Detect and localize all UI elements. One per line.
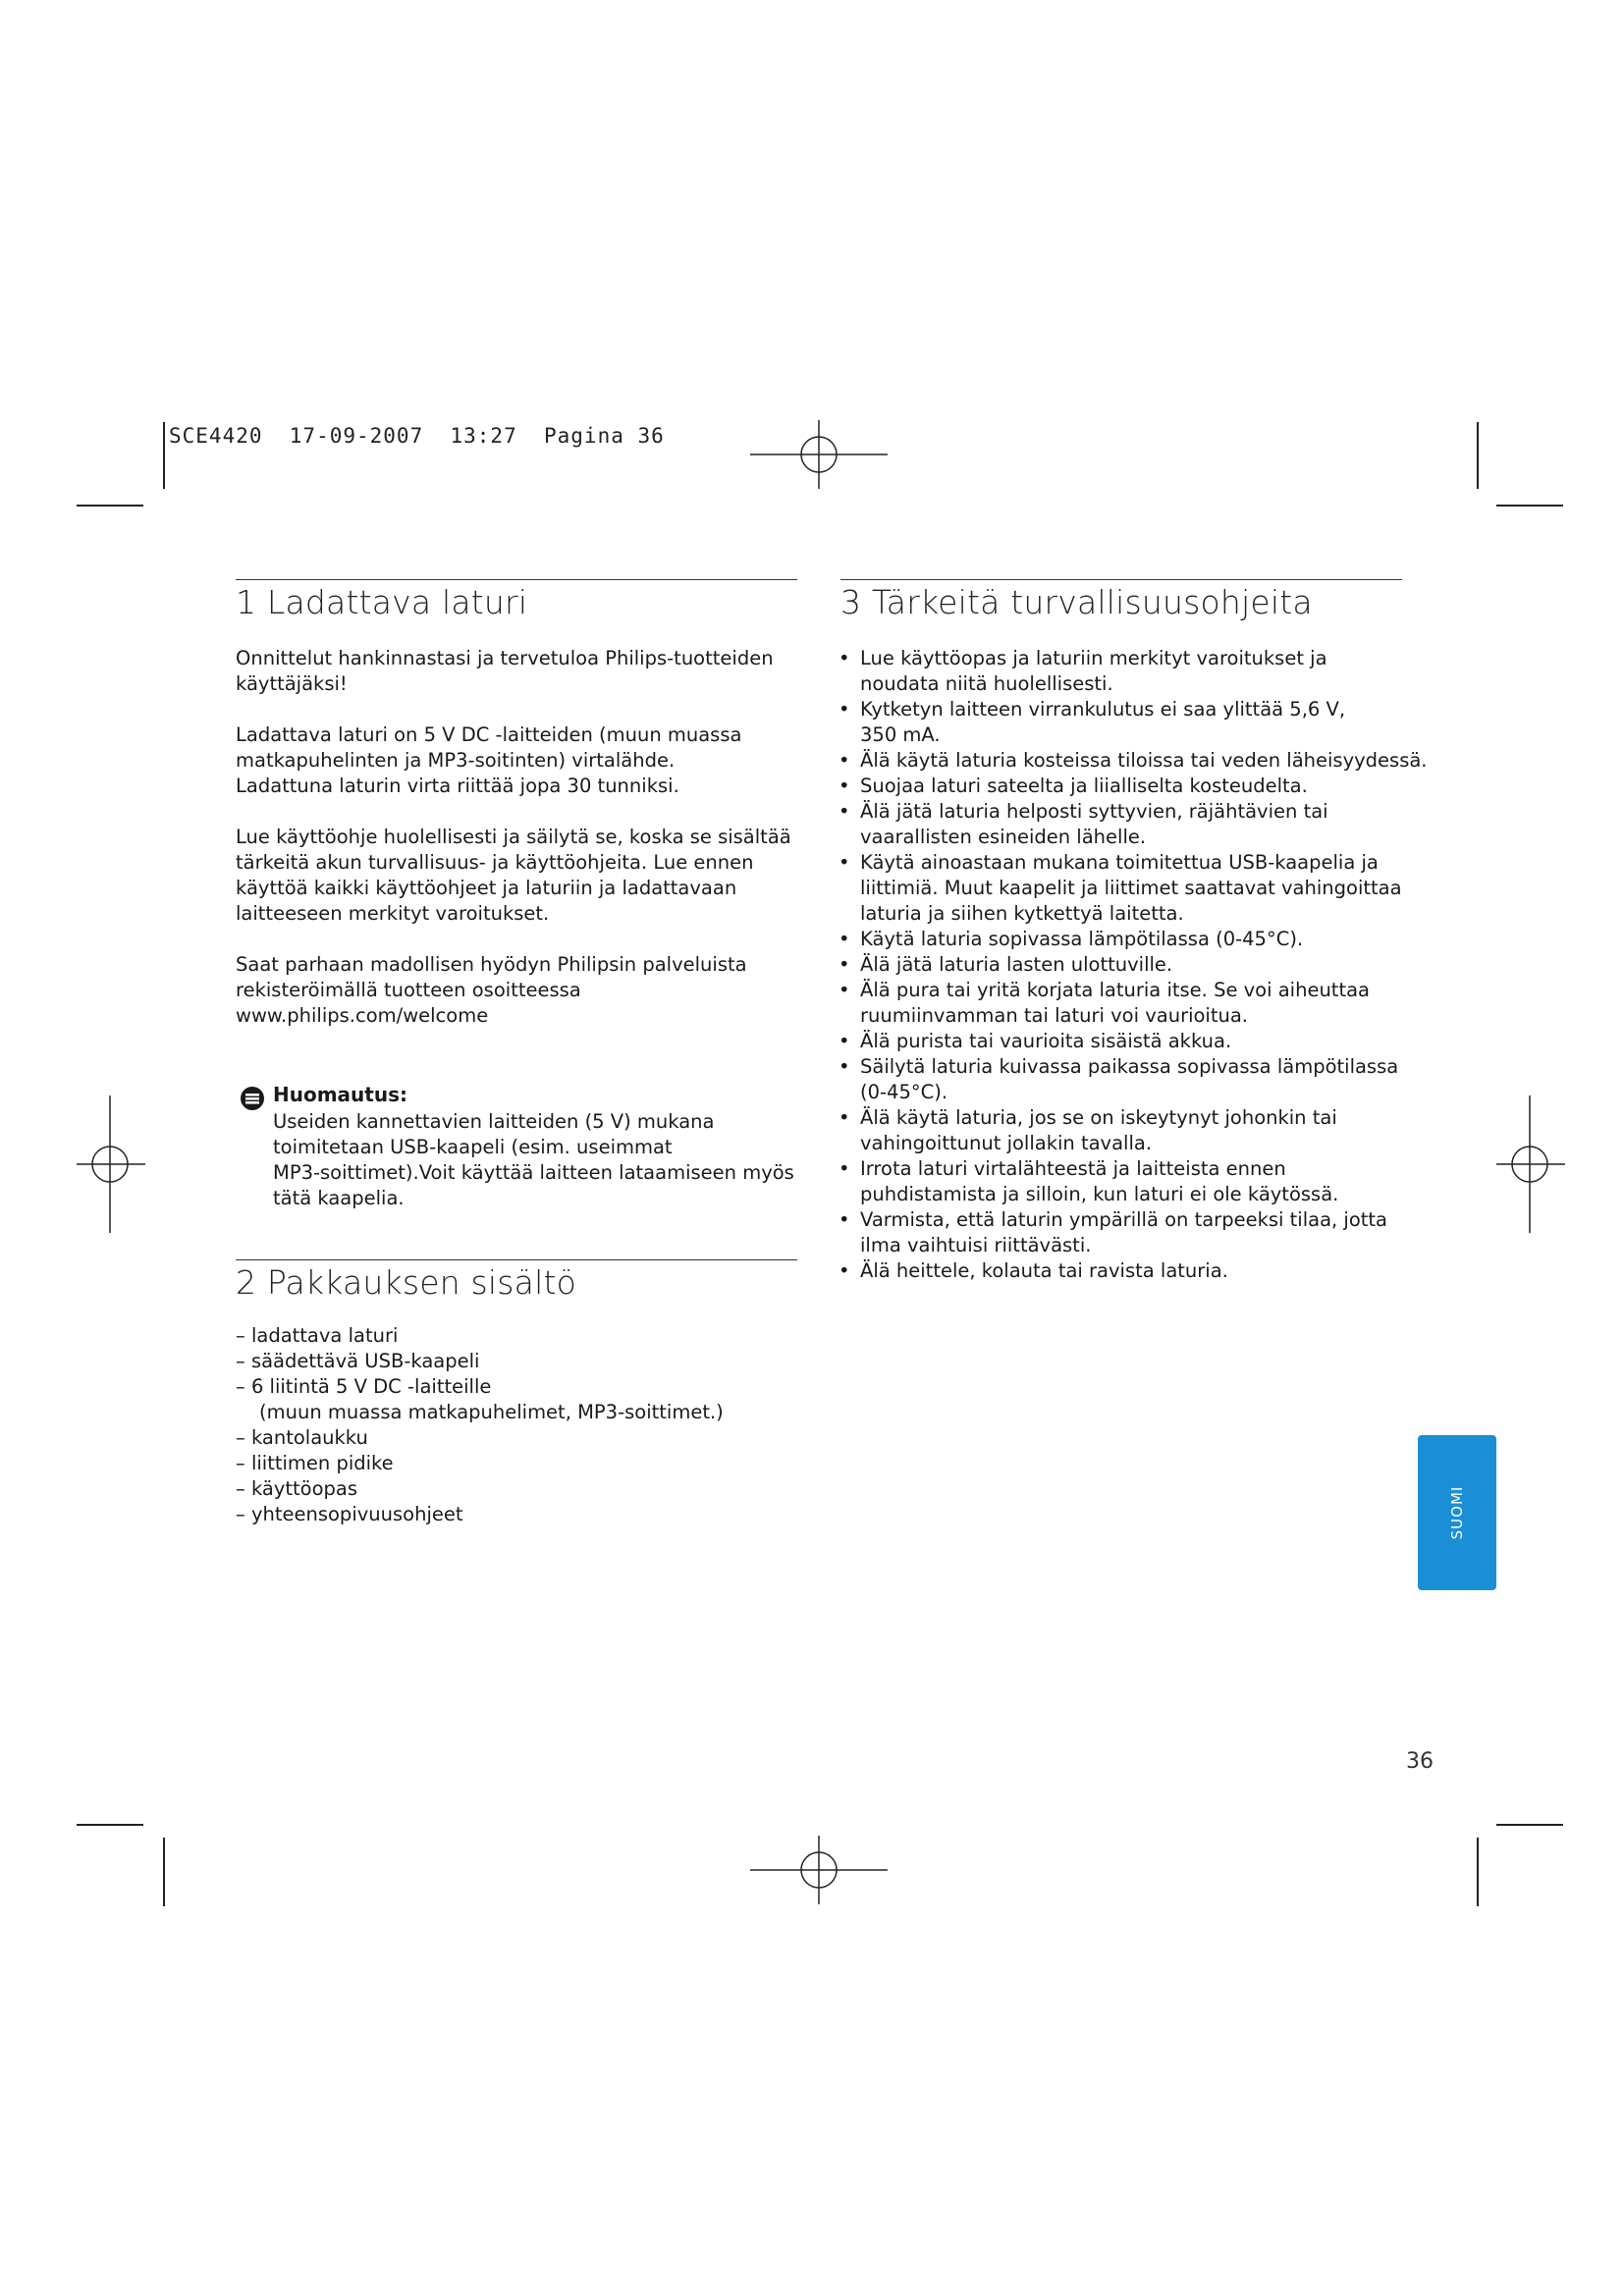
language-tab-label: SUOMI bbox=[1448, 1485, 1466, 1540]
bullet-icon: • bbox=[839, 800, 850, 823]
safety-item bbox=[839, 1054, 1428, 1105]
section1-title: 1 Ladattava laturi bbox=[236, 583, 528, 621]
list-item: – ladattava laturi bbox=[236, 1324, 399, 1347]
list-item: – yhteensopivuusohjeet bbox=[236, 1503, 463, 1525]
safety-item bbox=[839, 748, 1428, 774]
safety-item-line: Suojaa laturi sateelta ja liialliselta kosteudelta. bbox=[860, 774, 1308, 797]
list-item: – kantolaukku bbox=[236, 1426, 368, 1449]
section1-description: Ladattava laturi on 5 V DC -laitteiden (muun muassa matkapuhelinten ja MP3-soitinten) virtalähde. Ladattuna laturin virta riittää jopa 30 tunniksi. bbox=[236, 723, 742, 797]
section1-register: Saat parhaan madollisen hyödyn Philipsin palveluista rekisteröimällä tuotteen osoitteessa www.philips.com/welcome bbox=[236, 953, 747, 1027]
safety-item-line: Älä heittele, kolauta tai ravista laturia. bbox=[860, 1259, 1228, 1282]
registration-target-bottom bbox=[750, 1836, 888, 1904]
safety-item bbox=[839, 927, 1428, 952]
safety-item bbox=[839, 978, 1428, 1029]
safety-instructions-list bbox=[839, 646, 1428, 1284]
safety-item-line: 350 mA. bbox=[860, 723, 941, 746]
bullet-icon: • bbox=[839, 774, 850, 797]
bullet-icon: • bbox=[839, 1055, 850, 1078]
list-item: – 6 liitintä 5 V DC -laitteille bbox=[236, 1375, 492, 1398]
package-contents-list bbox=[236, 1323, 724, 1527]
safety-item-line: Älä purista tai vaurioita sisäistä akkua. bbox=[860, 1030, 1232, 1052]
list-item: – liittimen pidike bbox=[236, 1452, 394, 1474]
register-url[interactable]: www.philips.com/welcome bbox=[236, 1004, 489, 1027]
bullet-icon: • bbox=[839, 1259, 850, 1282]
bullet-icon: • bbox=[839, 749, 850, 772]
language-tab bbox=[1418, 1435, 1496, 1590]
bullet-icon: • bbox=[839, 851, 850, 874]
bullet-icon: • bbox=[839, 953, 850, 976]
safety-item-line: Älä käytä laturia kosteissa tiloissa tai veden läheisyydessä. bbox=[860, 749, 1428, 772]
safety-item-line: Älä käytä laturia, jos se on iskeytynyt johonkin tai bbox=[860, 1106, 1337, 1129]
section1-read-manual: Lue käyttöohje huolellisesti ja säilytä se, koska se sisältää tärkeitä akun turvallisuus- ja käyttöohjeita. Lue ennen käyttöä kaikki käyttöohjeet ja laturiin ja ladattavaan laitteeseen merkityt varoitukset. bbox=[236, 826, 791, 925]
bullet-icon: • bbox=[839, 979, 850, 1001]
bullet-icon: • bbox=[839, 928, 850, 950]
note-body: Useiden kannettavien laitteiden (5 V) mukana toimitetaan USB-kaapeli (esim. useimmat MP3-soittimet).Voit käyttää laitteen lataamiseen myös tätä kaapelia. bbox=[273, 1110, 794, 1209]
safety-item-line: Käytä laturia sopivassa lämpötilassa (0-45°C). bbox=[860, 928, 1304, 950]
safety-item-line: Älä jätä laturia lasten ulottuville. bbox=[860, 953, 1173, 976]
safety-item bbox=[839, 774, 1428, 799]
section2-title: 2 Pakkauksen sisältö bbox=[236, 1263, 576, 1302]
safety-item bbox=[839, 1029, 1428, 1054]
bullet-icon: • bbox=[839, 1106, 850, 1129]
safety-item bbox=[839, 850, 1428, 927]
safety-item-line: noudata niitä huolellisesti. bbox=[860, 672, 1113, 695]
list-item: – käyttöopas bbox=[236, 1477, 358, 1500]
bullet-icon: • bbox=[839, 647, 850, 669]
bullet-icon: • bbox=[839, 1030, 850, 1052]
safety-item bbox=[839, 646, 1428, 697]
safety-item bbox=[839, 697, 1428, 748]
safety-item-line: vaarallisten esineiden lähelle. bbox=[860, 826, 1147, 848]
safety-item-line: (0-45°C). bbox=[860, 1081, 948, 1103]
safety-item bbox=[839, 1156, 1428, 1207]
registration-target-left bbox=[77, 1095, 145, 1233]
list-item: (muun muassa matkapuhelimet, MP3-soittimet.) bbox=[259, 1401, 724, 1423]
safety-item-line: Irrota laturi virtalähteestä ja laitteista ennen bbox=[860, 1157, 1286, 1180]
page-number: 36 bbox=[1406, 1749, 1434, 1774]
safety-item bbox=[839, 1207, 1428, 1258]
safety-item-line: Älä pura tai yritä korjata laturia itse. Se voi aiheuttaa bbox=[860, 979, 1370, 1001]
safety-item-line: laturia ja siihen kytkettyä laitetta. bbox=[860, 902, 1184, 925]
note-icon bbox=[240, 1086, 265, 1111]
safety-item-line: Lue käyttöopas ja laturiin merkityt varoitukset ja bbox=[860, 647, 1327, 669]
safety-item bbox=[839, 799, 1428, 850]
safety-item-line: ruumiinvamman tai laturi voi vaurioitua. bbox=[860, 1004, 1248, 1027]
safety-item bbox=[839, 1258, 1428, 1284]
registration-target-right bbox=[1496, 1095, 1565, 1233]
bullet-icon: • bbox=[839, 1157, 850, 1180]
safety-item-line: liittimiä. Muut kaapelit ja liittimet saattavat vahingoittaa bbox=[860, 877, 1402, 899]
bullet-icon: • bbox=[839, 698, 850, 721]
safety-item-line: vahingoittunut jollakin tavalla. bbox=[860, 1132, 1153, 1154]
safety-item-line: Käytä ainoastaan mukana toimitettua USB-kaapelia ja bbox=[860, 851, 1379, 874]
safety-item bbox=[839, 952, 1428, 978]
safety-item-line: ilma vaihtuisi riittävästi. bbox=[860, 1234, 1092, 1256]
note-title: Huomautus: bbox=[273, 1083, 407, 1106]
section2-rule bbox=[236, 1259, 797, 1260]
section1-intro: Onnittelut hankinnastasi ja tervetuloa Philips-tuotteiden käyttäjäksi! bbox=[236, 647, 774, 695]
section3-rule bbox=[840, 579, 1402, 580]
registration-target-top bbox=[750, 420, 888, 489]
print-slug: SCE4420 17-09-2007 13:27 Pagina 36 bbox=[169, 424, 665, 448]
section3-title: 3 Tärkeitä turvallisuusohjeita bbox=[840, 583, 1313, 621]
safety-item-line: Säilytä laturia kuivassa paikassa sopivassa lämpötilassa bbox=[860, 1055, 1399, 1078]
safety-item-line: Varmista, että laturin ympärillä on tarpeeksi tilaa, jotta bbox=[860, 1208, 1388, 1231]
safety-item-line: Kytketyn laitteen virrankulutus ei saa ylittää 5,6 V, bbox=[860, 698, 1346, 721]
section1-rule bbox=[236, 579, 797, 580]
safety-item bbox=[839, 1105, 1428, 1156]
bullet-icon: • bbox=[839, 1208, 850, 1231]
safety-item-line: Älä jätä laturia helposti syttyvien, räjähtävien tai bbox=[860, 800, 1328, 823]
list-item: – säädettävä USB-kaapeli bbox=[236, 1350, 480, 1372]
safety-item-line: puhdistamista ja silloin, kun laturi ei ole käytössä. bbox=[860, 1183, 1339, 1205]
